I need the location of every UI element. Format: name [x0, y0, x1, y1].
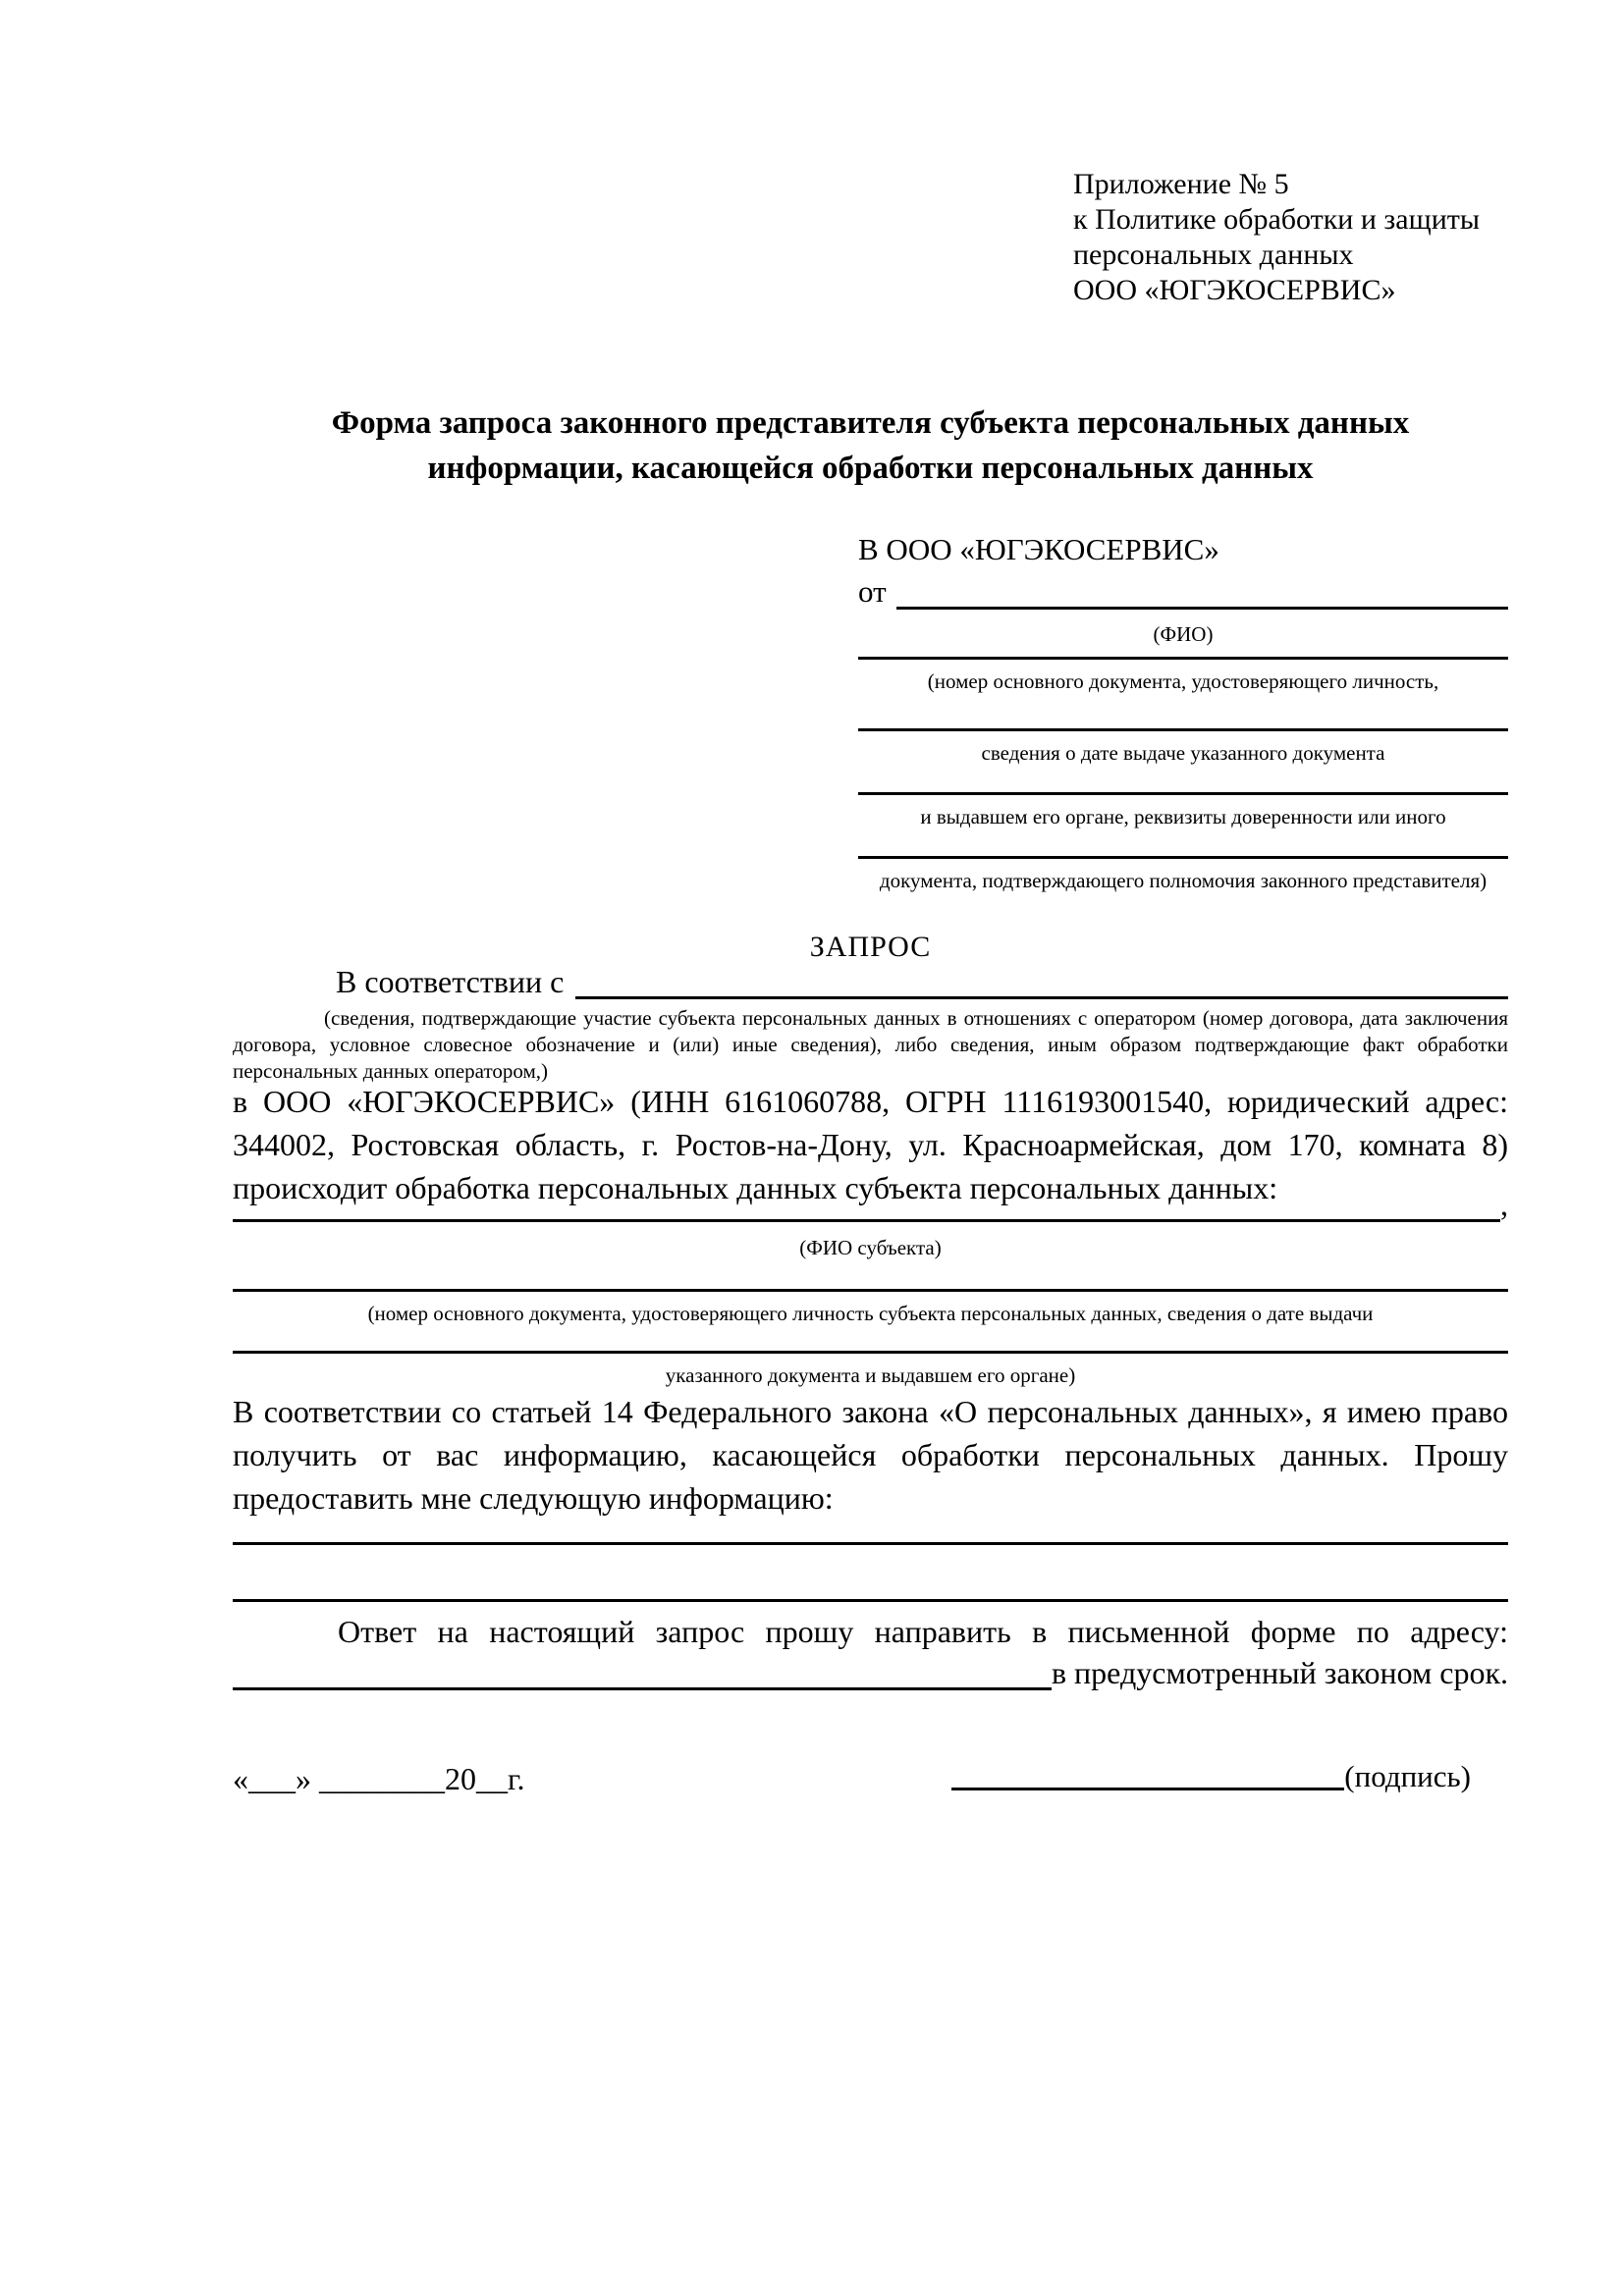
in-accordance-label: В соответствии с: [336, 964, 565, 999]
doc-line-2[interactable]: [858, 728, 1508, 731]
doc-hint-2: сведения о дате выдаче указанного документа: [981, 741, 1385, 765]
page-content: [233, 0, 1508, 2296]
doc-line-3[interactable]: [858, 792, 1508, 795]
addressee-org: В ООО «ЮГЭКОСЕРВИС»: [858, 532, 1219, 566]
basis-input-line[interactable]: [575, 996, 1508, 999]
subject-fio-hint: (ФИО субъекта): [799, 1236, 942, 1259]
reply-address-paragraph: Ответ на настоящий запрос прошу направить в письменной форме по адресу:: [338, 1614, 1508, 1649]
subject-doc-hint-2: указанного документа и выдавшем его органе): [665, 1363, 1076, 1387]
reference-line-2: к Политике обработки и защиты: [1073, 203, 1481, 236]
form-title-line-2: информации, касающейся обработки персональных данных: [427, 451, 1314, 486]
fio-hint: (ФИО): [1153, 622, 1214, 646]
info-request-line-2[interactable]: [233, 1599, 1508, 1602]
subject-doc-hint-1: (номер основного документа, удостоверяющего личность субъекта персональных данных, сведения о дате выдачи: [367, 1302, 1374, 1325]
reference-line-1: Приложение № 5: [1073, 168, 1289, 200]
reference-line-4: ООО «ЮГЭКОСЕРВИС»: [1073, 274, 1396, 306]
from-label: от: [858, 574, 887, 609]
signature-line[interactable]: [951, 1788, 1344, 1790]
form-title-line-1: Форма запроса законного представителя субъекта персональных данных: [331, 405, 1410, 441]
signature-hint: (подпись): [1344, 1759, 1471, 1793]
operator-paragraph: в ООО «ЮГЭКОСЕРВИС» (ИНН 6161060788, ОГРН 1116193001540, юридический адрес: 344002, Ростовская область, г. Ростов-на-Дону, ул. Красноармейская, дом 170, комната 8) происходит обработка персональных данных субъекта персональных данных:: [233, 1084, 1508, 1205]
reply-address-line[interactable]: [233, 1687, 1052, 1690]
doc-hint-3: и выдавшем его органе, реквизиты доверенности или иного: [920, 805, 1446, 828]
fio-input-line[interactable]: [896, 607, 1508, 610]
doc-line-1[interactable]: [858, 657, 1508, 660]
appendix-reference: [1073, 167, 1480, 308]
doc-line-4[interactable]: [858, 856, 1508, 859]
info-request-line-1[interactable]: [233, 1542, 1508, 1545]
law-paragraph: В соответствии со статьей 14 Федерального закона «О персональных данных», я имею право получить от вас информацию, касающейся обработки персональных данных. Прошу предоставить мне следующую информацию:: [233, 1394, 1508, 1516]
subject-doc-line-1[interactable]: [233, 1289, 1508, 1292]
request-heading: ЗАПРОС: [809, 931, 932, 963]
subject-doc-line-2[interactable]: [233, 1351, 1508, 1354]
reference-line-3: персональных данных: [1073, 239, 1354, 271]
subject-fio-line[interactable]: [233, 1219, 1500, 1222]
reply-deadline-text: в предусмотренный законом срок.: [1051, 1655, 1508, 1690]
subject-comma: ,: [1500, 1187, 1508, 1222]
doc-hint-1: (номер основного документа, удостоверяющего личность,: [927, 669, 1439, 693]
date-blank[interactable]: «___» ________20__г.: [233, 1761, 525, 1796]
doc-hint-4: документа, подтверждающего полномочия законного представителя): [879, 869, 1488, 892]
basis-hint: (сведения, подтверждающие участие субъекта персональных данных в отношениях с оператором (номер договора, дата заключения договора, условное словесное обозначение и (или) иные сведения), либо сведения, иным образом подтверждающие факт обработки персональных данных оператором,): [233, 1006, 1508, 1083]
